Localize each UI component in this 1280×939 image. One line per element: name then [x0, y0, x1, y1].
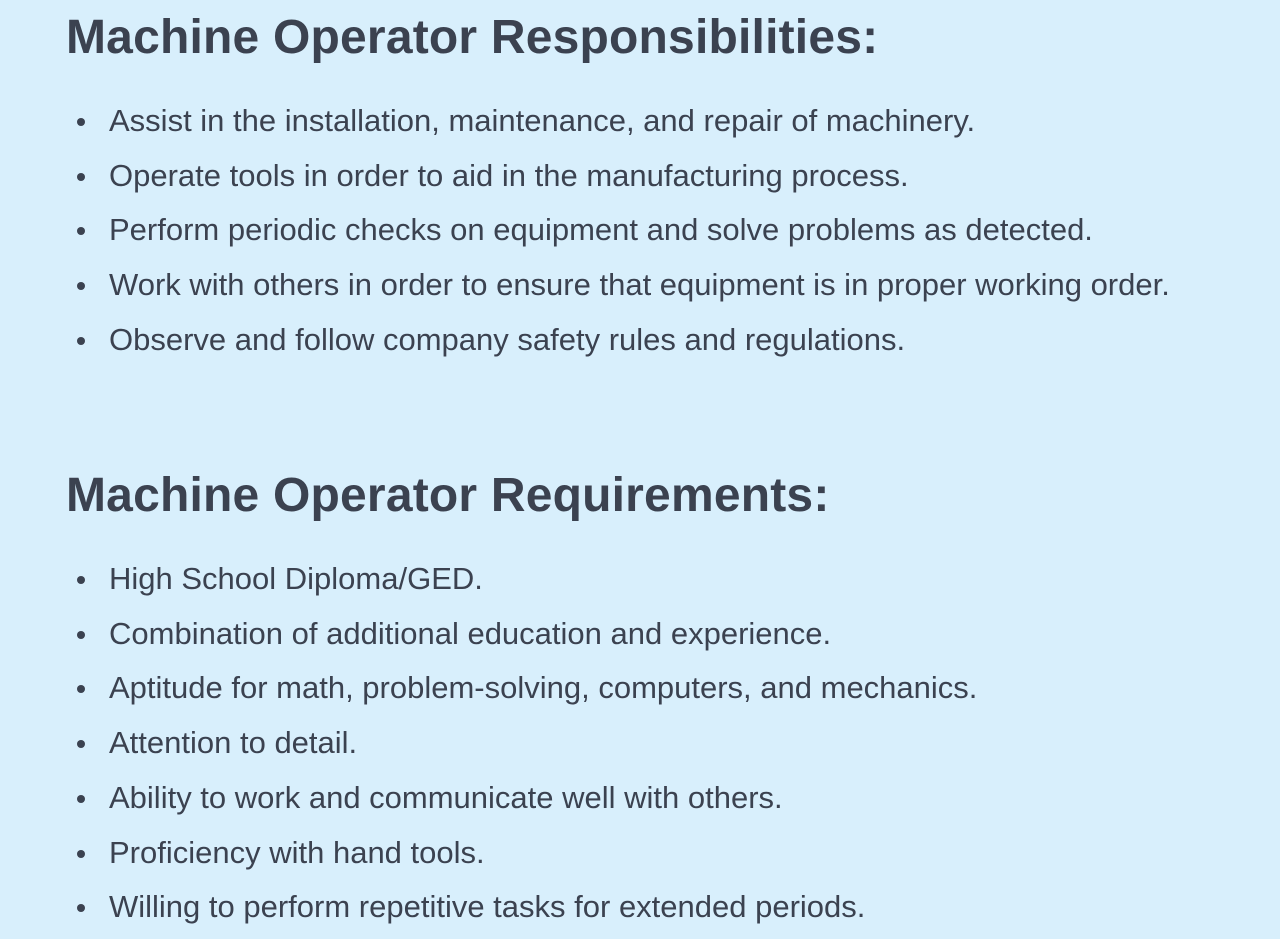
list-item	[0, 552, 1280, 607]
list-item	[0, 716, 1280, 771]
list-item-text: Operate tools in order to aid in the manufacturing process.	[109, 157, 909, 193]
list-item	[0, 258, 1280, 313]
list-item-text: High School Diploma/GED.	[109, 561, 483, 596]
bullet-icon	[77, 904, 85, 912]
list-item	[0, 826, 1280, 881]
requirements-list	[0, 552, 1280, 935]
list-item	[0, 607, 1280, 662]
list-item-text: Attention to detail.	[109, 725, 358, 761]
list-item	[0, 203, 1280, 258]
list-item	[0, 661, 1280, 716]
list-item	[0, 313, 1280, 368]
bullet-icon	[77, 227, 85, 235]
responsibilities-heading: Machine Operator Responsibilities:	[66, 11, 879, 64]
bullet-icon	[77, 173, 85, 181]
bullet-icon	[77, 282, 85, 290]
responsibilities-list	[0, 94, 1280, 368]
list-item	[0, 880, 1280, 935]
list-item-text: Work with others in order to ensure that equipment is in proper working order.	[109, 267, 1170, 303]
bullet-icon	[77, 631, 85, 639]
requirements-heading: Machine Operator Requirements:	[66, 469, 830, 522]
list-item-text: Perform periodic checks on equipment and solve problems as detected.	[109, 212, 1093, 248]
list-item-text: Aptitude for math, problem-solving, computers, and mechanics.	[109, 670, 978, 706]
list-item-text: Willing to perform repetitive tasks for extended periods.	[109, 889, 866, 925]
list-item	[0, 149, 1280, 204]
list-item-text: Observe and follow company safety rules and regulations.	[109, 321, 906, 357]
list-item-text: Proficiency with hand tools.	[109, 834, 485, 870]
bullet-icon	[77, 576, 85, 584]
bullet-icon	[77, 740, 85, 748]
list-item-text: Assist in the installation, maintenance, and repair of machinery.	[109, 103, 976, 138]
bullet-icon	[77, 850, 85, 858]
bullet-icon	[77, 795, 85, 803]
bullet-icon	[77, 337, 85, 345]
bullet-icon	[77, 118, 85, 126]
list-item	[0, 771, 1280, 826]
list-item	[0, 94, 1280, 149]
bullet-icon	[77, 685, 85, 693]
list-item-text: Ability to work and communicate well with others.	[109, 779, 783, 815]
list-item-text: Combination of additional education and experience.	[109, 615, 832, 651]
